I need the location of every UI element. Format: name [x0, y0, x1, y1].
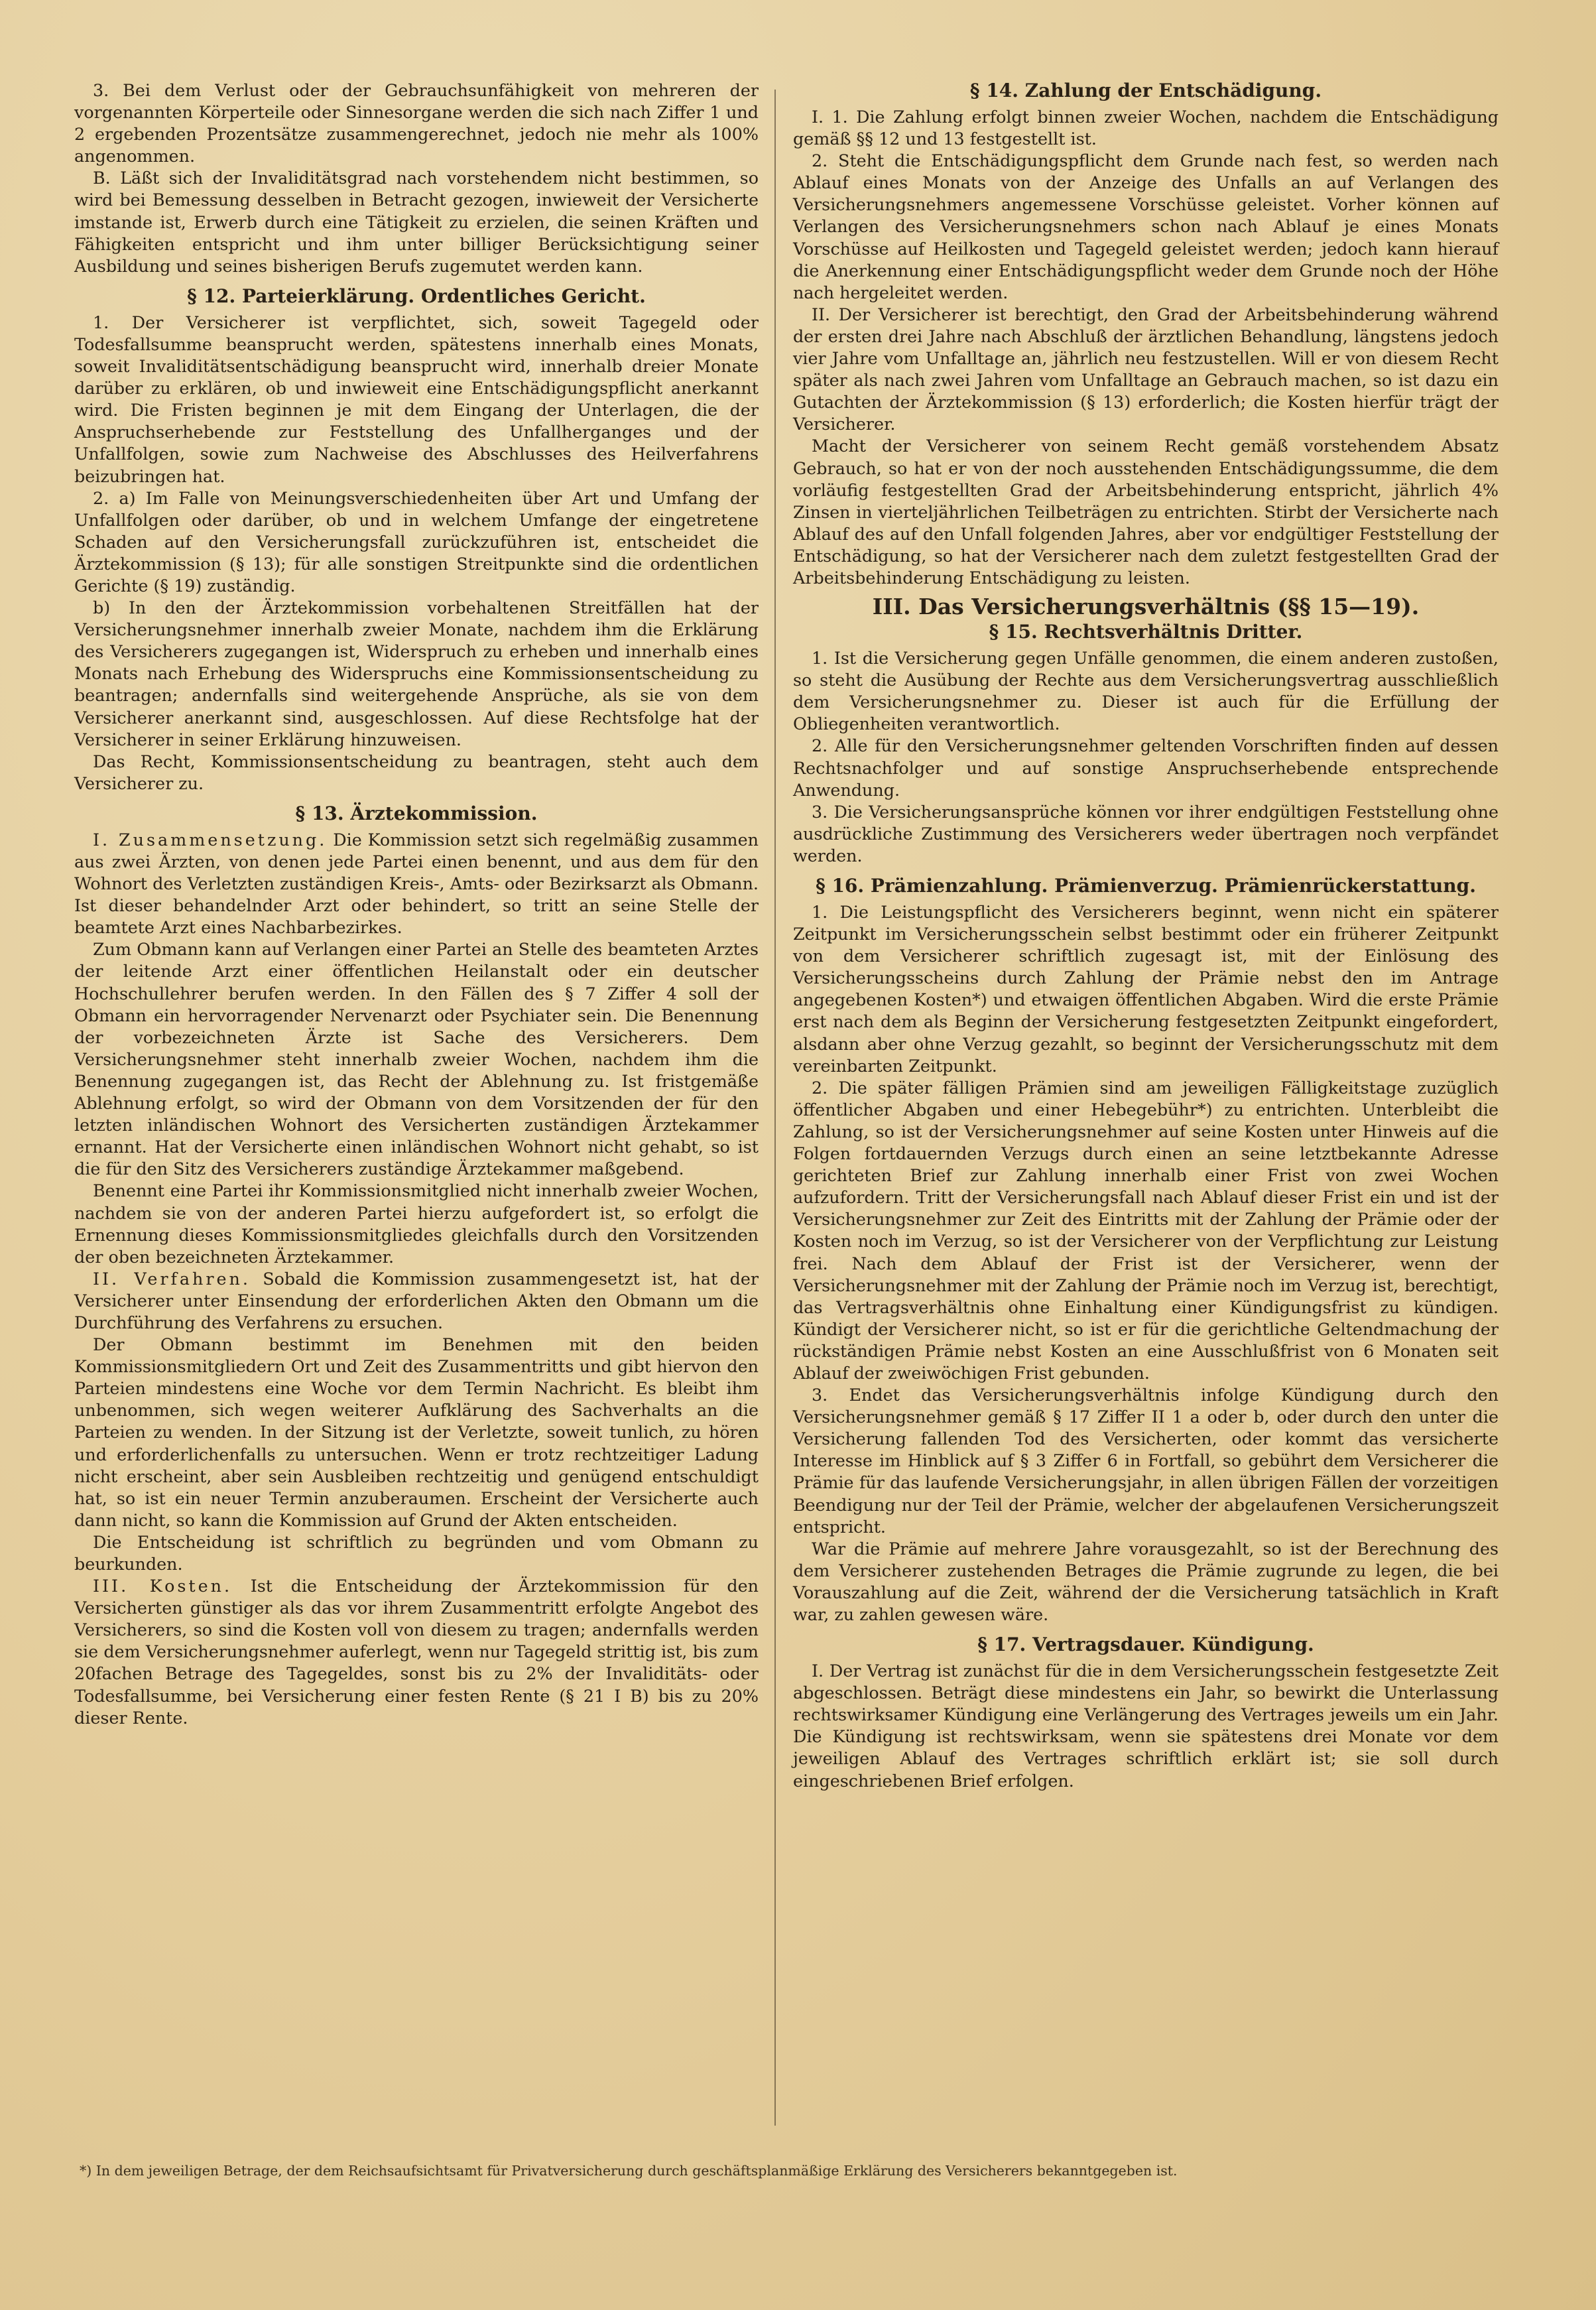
paragraph: II. Der Versicherer ist berechtigt, den Grad der Arbeitsbehinderung während der ersten drei Jahre nach Abschluß der ärztlichen Behandlung, längstens jedoch vier Jahre vom Unfalltage an, jährlich neu festzustellen. Will er von diesem Recht später als nach zwei Jahren vom Unfalltage an Gebrauch machen, so ist dazu ein Gutachten der Ärztekommission (§ 13) erforderlich; die Kosten hierfür trägt der Versicherer. [793, 304, 1499, 434]
paragraph: I. 1. Die Zahlung erfolgt binnen zweier Wochen, nachdem die Entschädigung gemäß §§ 12 und 13 festgestellt ist. [793, 107, 1499, 149]
paragraph: 3. Die Versicherungsansprüche können vor ihrer endgültigen Feststellung ohne ausdrückliche Zustimmung des Versicherers weder übertragen noch verpfändet werden. [793, 801, 1499, 866]
paragraph: 1. Der Versicherer ist verpflichtet, sich, soweit Tagegeld oder Todesfallsumme beansprucht werden, spätestens innerhalb eines Monats, soweit Invaliditätsentschädigung beansprucht wird, innerhalb dreier Monate darüber zu erklären, ob und inwieweit eine Entschädigungspflicht anerkannt wird. Die Fristen beginnen je mit dem Eingang der Unterlagen, die der Anspruchserhebende zur Feststellung des Unfallherganges und der Unfallfolgen, sowie zum Nachweise des Abschlusses des Heilverfahrens beizubringen hat. [74, 312, 759, 486]
paragraph [74, 1575, 759, 1729]
section-heading-14: § 14. Zahlung der Entschädigung. [969, 80, 1322, 101]
column-divider [774, 90, 776, 2126]
paragraph: b) In den der Ärztekommission vorbehaltenen Streitfällen hat der Versicherungsnehmer innerhalb zweier Monate, nachdem ihm die Erklärung des Versicherers zugegangen ist, Widerspruch zu erheben und innerhalb eines Monats nach Erhebung des Widerspruchs eine Kommissionsentscheidung zu beantragen; andernfalls sind weitergehende Ansprüche, als sie von dem Versicherer anerkannt sind, ausgeschlossen. Auf diese Rechtsfolge hat der Versicherer in seiner Erklärung hinzuweisen. [74, 598, 759, 749]
footnote: *) In dem jeweiligen Betrage, der dem Reichsaufsichtsamt für Privatversicherung durch geschäftsplanmäßige Erklärung des Versicherers bekanntgegeben ist. [80, 2163, 1178, 2179]
paragraph: War die Prämie auf mehrere Jahre vorausgezahlt, so ist der Berechnung des dem Versicherer zustehenden Betrages die Prämie zugrunde zu legen, die bei Vorauszahlung auf die Zeit, während der die Versicherung tatsächlich in Kraft war, zu zahlen gewesen wäre. [793, 1538, 1499, 1624]
paragraph: Benennt eine Partei ihr Kommissionsmitglied nicht innerhalb zweier Wochen, nachdem sie von der anderen Partei hierzu aufgefordert ist, so erfolgt die Ernennung dieses Kommissionsmitgliedes gleichfalls durch den Vorsitzenden der oben bezeichneten Ärztekammer. [74, 1181, 759, 1267]
paragraph: 2. Alle für den Versicherungsnehmer geltenden Vorschriften finden auf dessen Rechtsnachfolger und auf sonstige Anspruchserhebende entsprechende Anwendung. [793, 736, 1499, 800]
paragraph-text: Die Kommission setzt sich regelmäßig zusammen aus zwei Ärzten, von denen jede Partei einen benennt, und aus dem für den Wohnort des Verletzten zuständigen Kreis-, Amts- oder Bezirksarzt als Obmann. Ist dieser behandelnder Arzt oder behindert, so tritt an seine Stelle der beamtete Arzt eines Nachbarbezirkes. [74, 829, 759, 938]
section-heading-12: § 12. Parteierklärung. Ordentliches Gericht. [187, 285, 646, 307]
part-heading: III. Das Versicherungsverhältnis (§§ 15—19). [872, 594, 1420, 620]
paragraph: 3. Bei dem Verlust oder der Gebrauchsunfähigkeit von mehreren der vorgenannten Körperteile oder Sinnesorgane werden die sich nach Ziffer 1 und 2 ergebenden Prozentsätze zusammengerechnet, jedoch nie mehr als 100% angenommen. [74, 80, 759, 166]
paragraph: Macht der Versicherer von seinem Recht gemäß vorstehendem Absatz Gebrauch, so hat er von der noch ausstehenden Entschädigungssumme, die dem vorläufig festgestellten Grad der Arbeitsbehinderung entspricht, jährlich 4% Zinsen in vierteljährlichen Teilbeträgen zu entrichten. Stirbt der Versicherte nach Ablauf des auf den Unfall folgenden Jahres, aber vor endgültiger Feststellung der Entschädigung, so hat der Versicherer nach dem zuletzt festgestellten Grad der Arbeitsbehinderung Entschädigung zu leisten. [793, 436, 1499, 588]
section-heading-17: § 17. Vertragsdauer. Kündigung. [977, 1634, 1314, 1656]
right-column [793, 80, 1499, 1792]
paragraph: 2. Steht die Entschädigungspflicht dem Grunde nach fest, so werden nach Ablauf eines Monats von der Anzeige des Unfalls an auf Verlangen des Versicherungsnehmers angemessene Vorschüsse geleistet. Vorher können auf Verlangen des Versicherungsnehmers schon nach Ablauf je eines Monats Vorschüsse auf Heilkosten und Tagegeld geleistet werden; jedoch kann hierauf die Anerkennung einer Entschädigungspflicht weder dem Grunde noch der Höhe nach hergeleitet werden. [793, 151, 1499, 302]
paragraph: Zum Obmann kann auf Verlangen einer Partei an Stelle des beamteten Arztes der leitende Arzt einer öffentlichen Heilanstalt oder ein deutscher Hochschullehrer berufen werden. In den Fällen des § 7 Ziffer 4 soll der Obmann ein hervorragender Nervenarzt oder Psychiater sein. Die Benennung der vorbezeichneten Ärzte ist Sache des Versicherers. Dem Versicherungsnehmer steht innerhalb zweier Wochen, nachdem ihm die Benennung zugegangen ist, das Recht der Ablehnung zu. Ist fristgemäße Ablehnung erfolgt, so wird der Obmann von dem Vorsitzenden der für den letzten inländischen Wohnort des Versicherten zuständigen Ärztekammer ernannt. Hat der Versicherte einen inländischen Wohnort nicht gehabt, so ist die für den Sitz des Versicherers zuständige Ärztekammer maßgebend. [74, 939, 759, 1179]
paragraph: 3. Endet das Versicherungsverhältnis infolge Kündigung durch den Versicherungsnehmer gemäß § 17 Ziffer II 1 a oder b, oder durch den unter die Versicherung fallenden Tod des Versicherten, oder kommt das versicherte Interesse im Hinblick auf § 3 Ziffer 6 in Fortfall, so gebührt dem Versicherer die Prämie für das laufende Versicherungsjahr, in allen übrigen Fällen der vorzeitigen Beendigung nur der Teil der Prämie, welcher der abgelaufenen Versicherungszeit entspricht. [793, 1385, 1499, 1537]
paragraph: I. Der Vertrag ist zunächst für die in dem Versicherungsschein festgesetzte Zeit abgeschlossen. Beträgt diese mindestens ein Jahr, so bewirkt die Unterlassung rechtswirksamer Kündigung eine Verlängerung des Vertrages jeweils um ein Jahr. Die Kündigung ist rechtswirksam, wenn sie spätestens drei Monate vor dem jeweiligen Ablauf des Vertrages schriftlich erklärt ist; sie soll durch eingeschriebenen Brief erfolgen. [793, 1661, 1499, 1791]
paragraph: 1. Ist die Versicherung gegen Unfälle genommen, die einem anderen zustoßen, so steht die Ausübung der Rechte aus dem Versicherungsvertrag ausschließlich dem Versicherungsnehmer zu. Dieser ist auch für die Erfüllung der Obliegenheiten verantwortlich. [793, 648, 1499, 734]
subsection-label: I. Zusammensetzung. [93, 829, 328, 850]
left-column [74, 80, 759, 1729]
paragraph: 2. Die später fälligen Prämien sind am jeweiligen Fälligkeitstage zuzüglich öffentlicher Abgaben und einer Hebegebühr*) zu entrichten. Unterbleibt die Zahlung, so ist der Versicherungsnehmer auf seine Kosten unter Hinweis auf die Folgen fortdauernden Verzugs durch einen an seine letztbekannte Adresse gerichteten Brief zur Zahlung innerhalb einer Frist von zwei Wochen aufzufordern. Tritt der Versicherungsfall nach Ablauf dieser Frist ein und ist der Versicherungsnehmer zur Zeit des Eintritts mit der Zahlung der Prämie oder der Kosten noch im Verzug, so ist der Versicherer von der Verpflichtung zur Leistung frei. Nach dem Ablauf der Frist ist der Versicherer, wenn der Versicherungsnehmer mit der Zahlung der Prämie noch im Verzug ist, berechtigt, das Vertragsverhältnis ohne Einhaltung einer Kündigungsfrist zu kündigen. Kündigt der Versicherer nicht, so ist er für die gerichtliche Geltendmachung der rückständigen Prämie nebst Kosten an eine Ausschlußfrist von 6 Monaten seit Ablauf der zweiwöchigen Frist gebunden. [793, 1077, 1499, 1383]
paragraph: 1. Die Leistungspflicht des Versicherers beginnt, wenn nicht ein späterer Zeitpunkt im Versicherungsschein selbst bestimmt oder ein früherer Zeitpunkt von dem Versicherer schriftlich zugesagt ist, mit der Einlösung des Versicherungsscheins durch Zahlung der Prämie nebst den im Antrage angegebenen Kosten*) und etwaigen öffentlichen Abgaben. Wird die erste Prämie erst nach dem als Beginn der Versicherung festgesetzten Zeitpunkt eingefordert, alsdann aber ohne Verzug gezahlt, so beginnt der Versicherungsschutz mit dem vereinbarten Zeitpunkt. [793, 902, 1499, 1076]
paragraph-text: Sobald die Kommission zusammengesetzt ist, hat der Versicherer unter Einsendung der erforderlichen Akten den Obmann um die Durchführung des Verfahrens zu ersuchen. [74, 1268, 759, 1332]
paragraph [74, 1268, 759, 1334]
paragraph: Die Entscheidung ist schriftlich zu begründen und vom Obmann zu beurkunden. [74, 1531, 759, 1574]
paragraph: Das Recht, Kommissionsentscheidung zu beantragen, steht auch dem Versicherer zu. [74, 751, 759, 793]
paragraph-text: Ist die Entscheidung der Ärztekommission für den Versicherten günstiger als das vor ihrem Zusammentritt erfolgte Angebot des Versicherers, so sind die Kosten voll von diesem zu tragen; andernfalls werden sie dem Versicherungsnehmer auferlegt, wenn nur Tagegeld strittig ist, bis zum 20fachen Betrage des Tagegeldes, sonst bis zu 2% der Invaliditäts- oder Todesfallsumme, bei Versicherung einer festen Rente (§ 21 I B) bis zu 20% dieser Rente. [74, 1576, 759, 1728]
subsection-label: II. Verfahren. [93, 1268, 251, 1289]
subsection-label: III. Kosten. [93, 1576, 233, 1596]
paragraph: Der Obmann bestimmt im Benehmen mit den beiden Kommissionsmitgliedern Ort und Zeit des Zusammentritts und gibt hiervon den Parteien mindestens eine Woche vor dem Termin Nachricht. Es bleibt ihm unbenommen, sich wegen weiterer Aufklärung des Sachverhalts an die Parteien zu wenden. In der Sitzung ist der Verletzte, soweit tunlich, zu hören und erforderlichenfalls zu untersuchen. Wenn er trotz rechtzeitiger Ladung nicht erscheint, aber sein Ausbleiben rechtzeitig und genügend entschuldigt hat, so ist ein neuer Termin anzuberaumen. Erscheint der Versicherte auch dann nicht, so kann die Kommission auf Grund der Akten entscheiden. [74, 1334, 759, 1530]
paragraph: B. Läßt sich der Invaliditätsgrad nach vorstehendem nicht bestimmen, so wird bei Bemessung desselben in Betracht gezogen, inwieweit der Versicherte imstande ist, Erwerb durch eine Tätigkeit zu erzielen, die seinen Kräften und Fähigkeiten entspricht und ihm unter billiger Berücksichtigung seiner Ausbildung und seines bisherigen Berufs zugemutet werden kann. [74, 168, 759, 276]
paragraph [74, 829, 759, 938]
paragraph: 2. a) Im Falle von Meinungsverschiedenheiten über Art und Umfang der Unfallfolgen oder darüber, ob und in welchem Umfange der eingetretene Schaden auf den Versicherungsfall zurückzuführen ist, entscheidet die Ärztekommission (§ 13); für alle sonstigen Streitpunkte sind die ordentlichen Gerichte (§ 19) zuständig. [74, 487, 759, 596]
section-heading-13: § 13. Ärztekommission. [295, 802, 538, 824]
section-heading-16: § 16. Prämienzahlung. Prämienverzug. Prämienrückerstattung. [816, 875, 1476, 897]
section-heading-15: § 15. Rechtsverhältnis Dritter. [989, 621, 1303, 643]
